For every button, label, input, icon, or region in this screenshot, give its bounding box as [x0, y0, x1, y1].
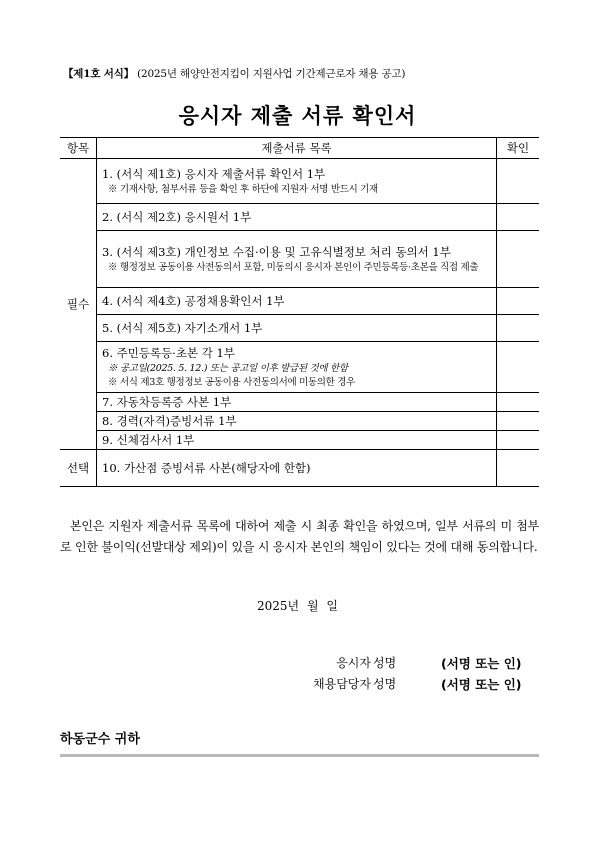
document-item-label: 3. (서식 제3호) 개인정보 수집·이용 및 고유식별정보 처리 동의서 1부 [102, 245, 451, 259]
document-item-note: ※ 행정정보 공동이용 사전동의서 포함, 미동의시 응시자 본인이 주민등록등·초본을 직접 제출 [108, 262, 479, 273]
signature-name-label: 성명 [373, 677, 397, 691]
document-item [97, 288, 497, 315]
document-checklist-table [60, 137, 539, 487]
document-item [97, 204, 497, 231]
category-required: 필수 [60, 159, 97, 450]
table-row [60, 393, 539, 412]
document-item-label: 5. (서식 제5호) 자기소개서 1부 [102, 321, 263, 335]
header-confirm: 확인 [497, 138, 540, 159]
form-context: (2025년 해양안전지킴이 지원사업 기간제근로자 채용 공고) [137, 68, 406, 80]
confirm-checkbox-cell[interactable] [497, 315, 540, 342]
document-item [97, 431, 497, 450]
document-item [97, 315, 497, 342]
date-line: 2025년 월 일 [257, 599, 338, 613]
category-optional: 선택 [60, 450, 97, 487]
document-item [97, 450, 497, 487]
table-row [60, 288, 539, 315]
form-number-label: 【제1호 서식】 [63, 68, 134, 80]
table-header-row [60, 138, 539, 159]
confirm-checkbox-cell[interactable] [497, 204, 540, 231]
addressee: 하동군수 귀하 [60, 732, 140, 747]
agreement-statement: 본인은 지원자 제출서류 목록에 대하여 제출 시 최종 확인을 하였으며, 일부 서류의 미 첨부로 인한 불이익(선발대상 제외)이 있을 시 응시자 본인의 책임이 있다는 것에 대해 동의합니다. [60, 519, 539, 554]
document-item-label: 2. (서식 제2호) 응시원서 1부 [102, 210, 252, 224]
document-item [97, 159, 497, 204]
table-row [60, 231, 539, 288]
header-category: 항목 [60, 138, 97, 159]
document-item-label: 1. (서식 제1호) 응시자 제출서류 확인서 1부 [102, 167, 326, 181]
signature-mark: (서명 또는 인) [441, 656, 522, 671]
confirm-checkbox-cell[interactable] [497, 412, 540, 431]
table-row [60, 412, 539, 431]
document-item-note: ※ 서식 제3호 행정정보 공동이용 사전동의서에 미동의한 경우 [108, 377, 356, 388]
confirm-checkbox-cell[interactable] [497, 393, 540, 412]
document-item [97, 342, 497, 393]
confirm-checkbox-cell[interactable] [497, 231, 540, 288]
document-item-label: 4. (서식 제4호) 공정채용확인서 1부 [102, 294, 285, 308]
confirm-checkbox-cell[interactable] [497, 342, 540, 393]
confirm-checkbox-cell[interactable] [497, 450, 540, 487]
table-row [60, 315, 539, 342]
form-header-note [63, 66, 405, 81]
header-documents: 제출서류 목록 [97, 138, 497, 159]
document-item-label: 10. 가산점 증빙서류 사본(해당자에 한함) [102, 461, 311, 475]
document-item-note: ※ 공고일(2025. 5. 12.) 또는 공고일 이후 발급된 것에 한함 [108, 363, 348, 374]
footer-divider [60, 754, 539, 757]
table-row [60, 159, 539, 204]
document-item-label: 7. 자동차등록증 사본 1부 [102, 395, 232, 409]
signature-mark: (서명 또는 인) [441, 677, 522, 692]
document-item-label: 9. 신체검사서 1부 [102, 433, 195, 447]
table-row [60, 450, 539, 487]
confirm-checkbox-cell[interactable] [497, 431, 540, 450]
document-item [97, 412, 497, 431]
table-row [60, 204, 539, 231]
checklist-body [60, 159, 539, 487]
signature-role: 채용담당자 [313, 677, 371, 691]
signature-role: 응시자 [336, 656, 371, 670]
confirm-checkbox-cell[interactable] [497, 288, 540, 315]
document-item [97, 231, 497, 288]
document-item-label: 6. 주민등록등·초본 각 1부 [102, 346, 235, 360]
document-item-note: ※ 기재사항, 첨부서류 등을 확인 후 하단에 지원자 서명 반드시 기재 [108, 184, 378, 195]
confirm-checkbox-cell[interactable] [497, 159, 540, 204]
document-item-label: 8. 경력(자격)증빙서류 1부 [102, 414, 237, 428]
document-item [97, 393, 497, 412]
page-title: 응시자 제출 서류 확인서 [178, 103, 417, 128]
signature-name-label: 성명 [373, 656, 397, 670]
table-row [60, 342, 539, 393]
table-row [60, 431, 539, 450]
